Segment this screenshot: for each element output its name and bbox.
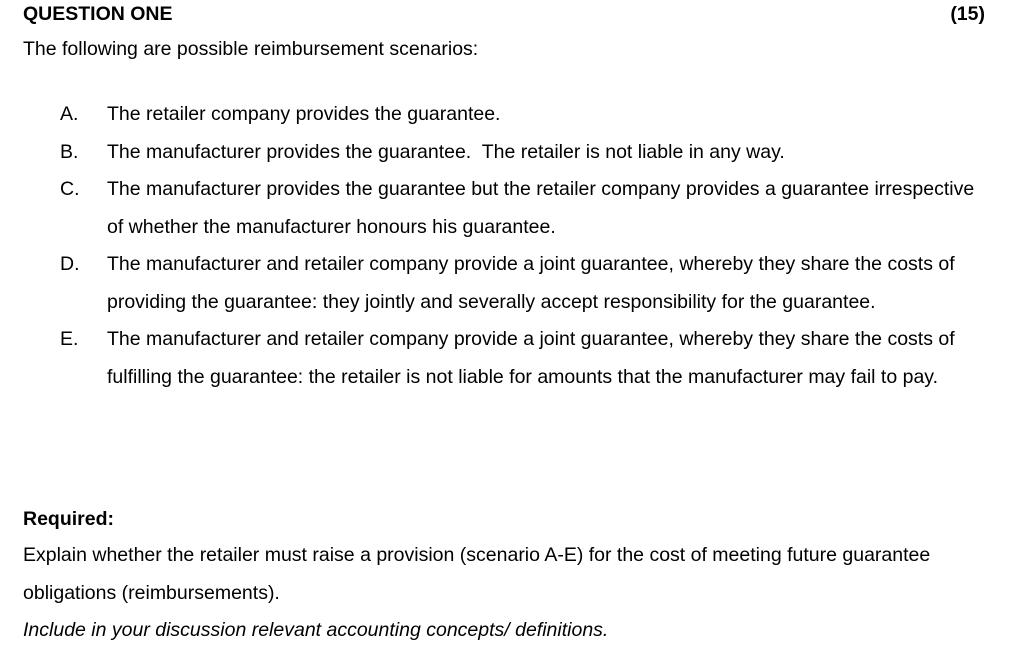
scenario-text: The manufacturer and retailer company provide a joint guarantee, whereby they share the costs of fulfilling the guarantee: the retailer is not liable for amounts that the manufacturer may fail to pay.	[107, 328, 955, 388]
scenario-letter: C.	[60, 178, 80, 200]
question-intro: The following are possible reimbursement scenarios:	[23, 38, 479, 60]
scenario-letter: D.	[60, 253, 80, 275]
question-title: QUESTION ONE	[23, 2, 173, 25]
scenario-item-e	[60, 321, 990, 396]
scenario-item-a	[60, 96, 990, 134]
scenario-text: The manufacturer provides the guarantee but the retailer company provides a guarantee irrespective of whether the manufacturer honours his guarantee.	[107, 178, 975, 238]
scenario-text: The manufacturer and retailer company provide a joint guarantee, whereby they share the costs of providing the guarantee: they jointly and severally accept responsibility for the guarantee.	[107, 253, 955, 313]
scenario-item-c	[60, 171, 990, 246]
required-text: Explain whether the retailer must raise a provision (scenario A-E) for the cost of meeting future guarantee obligations (reimbursements).	[23, 544, 931, 604]
question-marks: (15)	[950, 2, 985, 25]
scenario-letter: A.	[60, 103, 79, 125]
scenario-letter: E.	[60, 328, 79, 350]
scenario-text: The retailer company provides the guarantee.	[107, 103, 501, 125]
scenario-list	[60, 96, 990, 396]
discussion-instruction: Include in your discussion relevant accounting concepts/ definitions.	[23, 619, 609, 641]
question-header	[23, 1, 985, 27]
required-heading: Required:	[23, 508, 115, 530]
scenario-item-d	[60, 246, 990, 321]
scenario-text: The manufacturer provides the guarantee. The retailer is not liable in any way.	[107, 140, 785, 163]
scenario-letter: B.	[60, 140, 79, 163]
scenario-item-b	[60, 134, 990, 172]
